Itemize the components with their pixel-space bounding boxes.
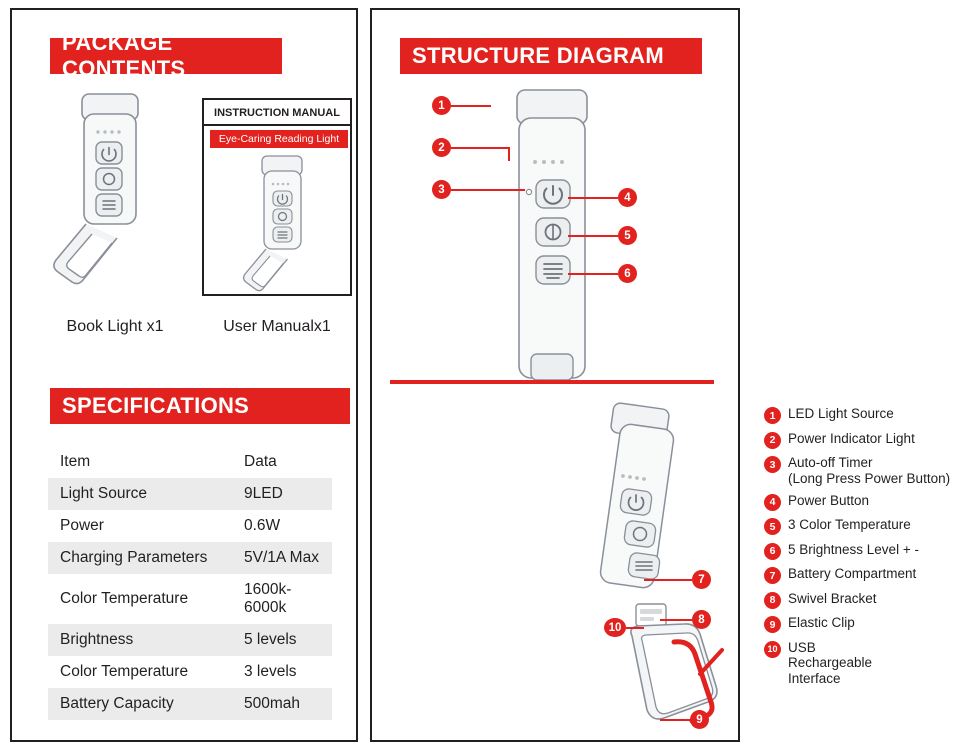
legend-num: 10 (764, 641, 781, 658)
legend-label: Power Indicator Light (788, 430, 915, 446)
lead-6 (568, 273, 618, 275)
lead-5 (568, 235, 618, 237)
table-row (48, 656, 332, 688)
table-row (48, 510, 332, 542)
legend-sublabel: (Long Press Power Button) (788, 470, 951, 486)
table-row (48, 688, 332, 720)
legend-num: 3 (764, 456, 781, 473)
spec-name: Charging Parameters (48, 542, 232, 574)
callout-7: 7 (692, 570, 711, 589)
legend-label: LED Light Source (788, 406, 894, 421)
manual-book-light-illustration (228, 154, 338, 294)
package-item-label-2: User Manualx1 (223, 318, 331, 335)
callout-2: 2 (432, 138, 451, 157)
callout-6: 6 (618, 264, 637, 283)
lead-4 (568, 197, 618, 199)
lead-2b (508, 147, 510, 161)
lead-7 (644, 579, 692, 581)
structure-diagram-header: STRUCTURE DIAGRAM (400, 38, 702, 74)
spec-value: 0.6W (232, 510, 332, 542)
manual-title: INSTRUCTION MANUAL (214, 107, 340, 119)
table-header-row (48, 446, 332, 478)
list-item (764, 517, 974, 535)
list-item (764, 542, 974, 560)
user-manual-box (202, 98, 352, 296)
device-angled-view (570, 392, 740, 736)
spec-name: Color Temperature (48, 656, 232, 688)
legend-num: 2 (764, 432, 781, 449)
legend-label: Elastic Clip (788, 615, 855, 630)
legend-num: 7 (764, 567, 781, 584)
callout-1: 1 (432, 96, 451, 115)
legend-divider (390, 380, 714, 384)
callout-9: 9 (690, 710, 709, 729)
callout-3: 3 (432, 180, 451, 199)
table-row (48, 574, 332, 624)
manual-subtitle: Eye-Caring Reading Light (210, 130, 348, 148)
list-item (764, 493, 974, 511)
lead-9 (660, 719, 690, 721)
spec-name: Power (48, 510, 232, 542)
table-header-data: Data (232, 446, 332, 478)
spec-value: 5V/1A Max (232, 542, 332, 574)
legend-num: 8 (764, 592, 781, 609)
spec-value: 500mah (232, 688, 332, 720)
lead-1 (451, 105, 491, 107)
spec-name: Color Temperature (48, 574, 232, 624)
spec-value: 3 levels (232, 656, 332, 688)
list-item (764, 406, 974, 424)
spec-name: Battery Capacity (48, 688, 232, 720)
legend-num: 6 (764, 543, 781, 560)
spec-name: Light Source (48, 478, 232, 510)
manual-divider (204, 124, 350, 126)
callout-10: 10 (604, 618, 626, 637)
lead-2a (451, 147, 509, 149)
spec-value: 5 levels (232, 624, 332, 656)
list-item (764, 431, 974, 449)
callout-5: 5 (618, 226, 637, 245)
lead-3 (451, 189, 525, 191)
spec-value: 1600k-6000k (232, 574, 332, 624)
table-row (48, 624, 332, 656)
legend-label: Battery Compartment (788, 566, 917, 581)
legend-label: Swivel Bracket (788, 590, 877, 606)
spec-value: 9LED (232, 478, 332, 510)
callout-4: 4 (618, 188, 637, 207)
right-panel (370, 8, 951, 742)
callout-8: 8 (692, 610, 711, 629)
list-item (764, 566, 974, 584)
list-item (764, 591, 974, 609)
specifications-table (48, 446, 332, 720)
list-item (764, 455, 974, 486)
legend-num: 4 (764, 494, 781, 511)
package-item-label-1: Book Light x1 (66, 318, 164, 335)
legend-label: Power Button (788, 492, 870, 508)
legend-num: 9 (764, 616, 781, 633)
legend-label: 3 Color Temperature (788, 517, 911, 532)
table-row (48, 478, 332, 510)
left-panel (10, 8, 358, 742)
legend-label: Auto-off Timer (788, 455, 873, 470)
list-item (764, 615, 974, 633)
table-row (48, 542, 332, 574)
legend-num: 1 (764, 407, 781, 424)
lead-10 (626, 627, 644, 629)
legend-label: USB (788, 639, 816, 655)
structure-legend (764, 406, 974, 693)
spec-name: Brightness (48, 624, 232, 656)
specifications-header: SPECIFICATIONS (50, 388, 350, 424)
lead-8 (660, 619, 692, 621)
legend-num: 5 (764, 518, 781, 535)
book-light-illustration (40, 88, 190, 298)
table-header-item: Item (48, 446, 232, 478)
list-item (764, 640, 974, 687)
legend-sublabel: Rechargeable Interface (788, 655, 873, 686)
legend-label: 5 Brightness Level + - (788, 541, 919, 557)
package-contents-header: PACKAGE CONTENTS (50, 38, 282, 74)
